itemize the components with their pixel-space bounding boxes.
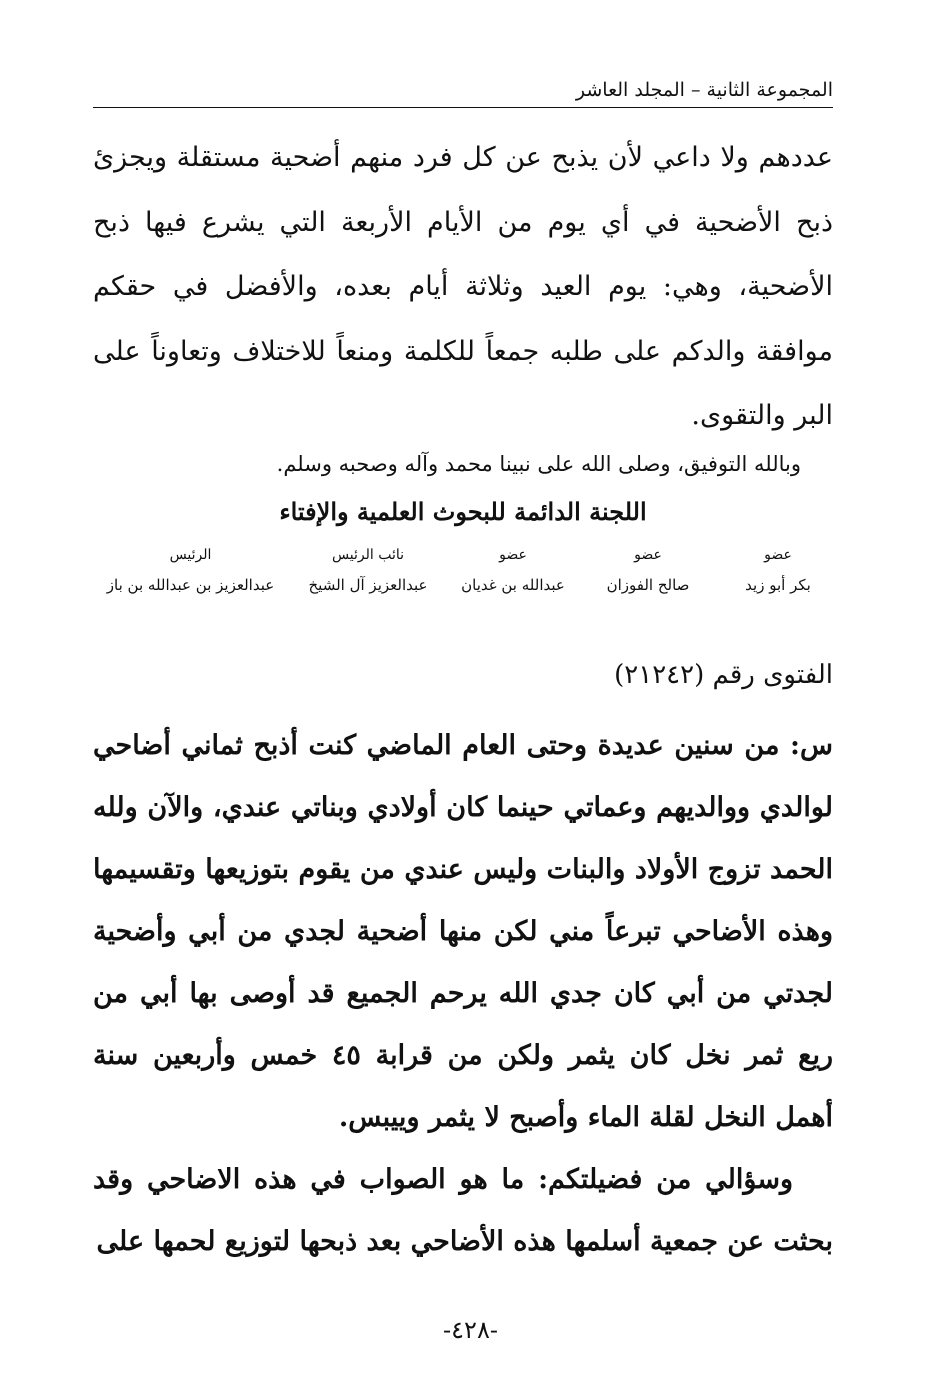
signature-role: عضو xyxy=(634,547,662,563)
signature-name: عبدالعزيز آل الشيخ xyxy=(308,576,428,594)
question-paragraph-1: س: من سنين عديدة وحتى العام الماضي كنت أذبح ثماني أضاحي لوالدي ووالديهم وعماتي حينما كان أولادي وبناتي عندي، والآن ولله الحمد تزوج الأولاد والبنات وليس عندي من يقوم بتوزيعها وتقسيمها وهذه الأضاحي تبرعاً مني لكن منها أضحية لجدي من أبي وأضحية لجدتي من أبي كان جدي الله يرحم الجميع قد أوصى بها أبي من ريع ثمر نخل كان يثمر ولكن من قرابة ٤٥ خمس وأربعين سنة أهمل النخل لقلة الماء وأصبح لا يثمر وييبس. xyxy=(93,730,833,1133)
closing-line: وبالله التوفيق، وصلى الله على نبينا محمد وآله وصحبه وسلم. xyxy=(276,452,801,476)
signature-member-4 xyxy=(288,540,448,600)
signature-member-2 xyxy=(588,540,708,600)
signature-role: الرئيس xyxy=(169,547,212,563)
signature-role: عضو xyxy=(499,547,527,563)
fatwa-number: الفتوى رقم (٢١٢٤٢) xyxy=(614,660,833,690)
question-paragraph-2: وسؤالي من فضيلتكم: ما هو الصواب في هذه الاضاحي وقد بحثت عن جمعية أسلمها هذه الأضاحي بعد ذبحها لتوزيع لحمها على xyxy=(93,1164,833,1257)
signature-name: عبدالله بن غديان xyxy=(461,576,565,594)
signature-role: عضو xyxy=(764,547,792,563)
page-number: -٤٢٨- xyxy=(443,1316,498,1344)
signature-member-1 xyxy=(723,540,833,600)
signature-name: بكر أبو زيد xyxy=(745,576,811,594)
signature-name: عبدالعزيز بن عبدالله بن باز xyxy=(106,576,275,594)
signature-member-5 xyxy=(93,540,288,600)
signature-member-3 xyxy=(448,540,578,600)
signature-name: صالح الفوزان xyxy=(606,576,690,594)
question-text xyxy=(93,715,833,1273)
running-header-title: المجموعة الثانية – المجلد العاشر xyxy=(570,78,833,102)
committee-signatures xyxy=(93,540,833,610)
running-header xyxy=(93,78,833,108)
answer-text: عددهم ولا داعي لأن يذبح عن كل فرد منهم أضحية مستقلة ويجزئ ذبح الأضحية في أي يوم من الأيام الأربعة التي يشرع فيها ذبح الأضحية، وهي: يوم العيد وثلاثة أيام بعده، والأفضل في حقكم موافقة والدكم على طلبه جمعاً للكلمة ومنعاً للاختلاف وتعاوناً على البر والتقوى. xyxy=(93,142,833,431)
committee-title: اللجنة الدائمة للبحوث العلمية والإفتاء xyxy=(279,497,647,526)
signature-role: نائب الرئيس xyxy=(331,547,405,563)
